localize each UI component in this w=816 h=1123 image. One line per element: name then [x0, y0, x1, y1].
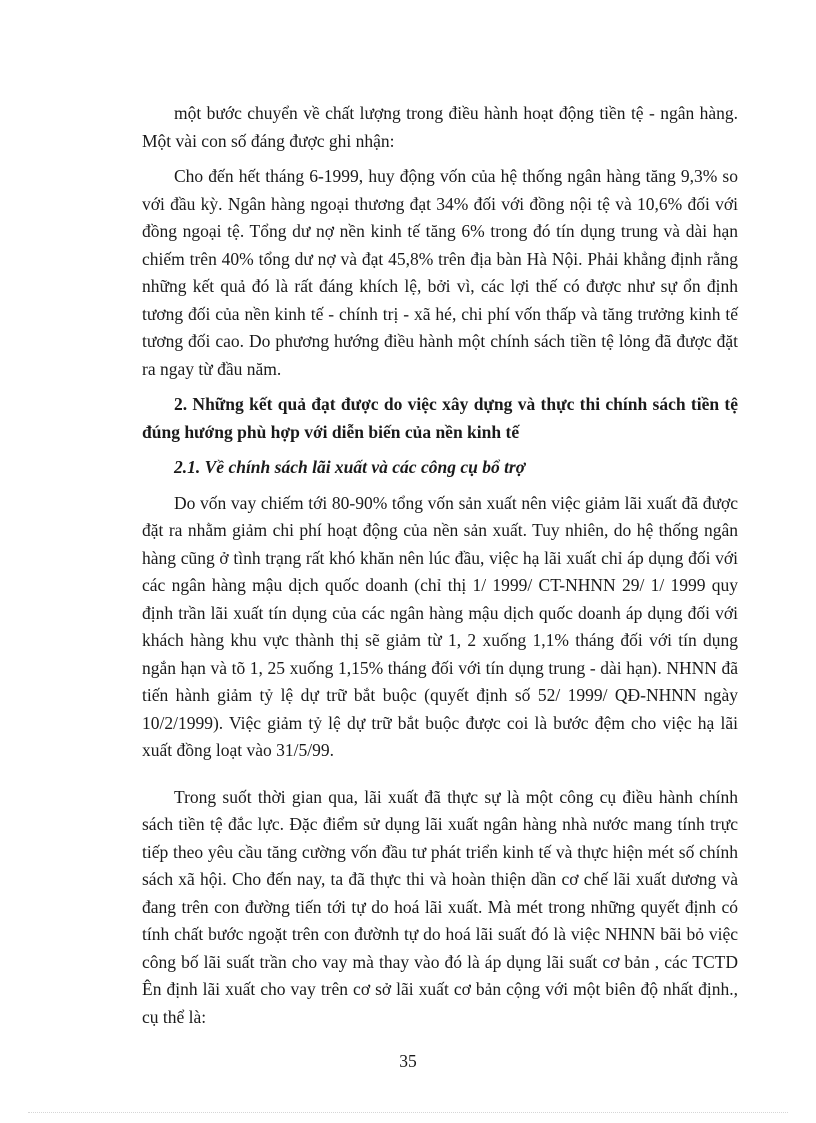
page-body	[142, 100, 738, 1031]
paragraph-interest-rate: Do vốn vay chiếm tới 80-90% tổng vốn sản xuất nên việc giảm lãi xuất đã được đặt ra nhằm giảm chi phí hoạt động của nền sản xuất. Tuy nhiên, do hệ thống ngân hàng cũng ở tình trạng rất khó khăn nên lúc đầu, việc hạ lãi xuất chỉ áp dụng đối với các ngân hàng mậu dịch quốc doanh (chỉ thị 1/ 1999/ CT-NHNN 29/ 1/ 1999 quy định trần lãi xuất tín dụng của các ngân hàng mậu dịch quốc doanh áp dụng đối với khách hàng khu vực thành thị sẽ giảm từ 1, 2 xuống 1,1% tháng đối với tín dụng ngắn hạn và tõ 1, 25 xuống 1,15% tháng đối với tín dụng trung - dài hạn). NHNN đã tiến hành giảm tỷ lệ dự trữ bắt buộc (quyết định số 52/ 1999/ QĐ-NHNN ngày 10/2/1999). Việc giảm tỷ lệ dự trữ bắt buộc được coi là bước đệm cho việc hạ lãi xuất đồng loạt vào 31/5/99.	[142, 492, 738, 760]
page-number: 35	[399, 1051, 417, 1071]
paragraph-policy-tool: Trong suốt thời gian qua, lãi xuất đã thực sự là một công cụ điều hành chính sách tiền tệ đắc lực. Đặc điểm sử dụng lãi xuất ngân hàng nhà nước mang tính trực tiếp theo yêu cầu tăng cường vốn đầu tư phát triển kinh tế và thực hiện mét số chính sách xã hội. Cho đến nay, ta đã thực thi và hoàn thiện dần cơ chế lãi xuất dương và đang trên con đường tiến tới tự do hoá lãi xuất. Mà mét trong những quyết định có tính chất bước ngoặt trên con đườnh tự do hoá lãi suất đó là việc NHNN bãi bỏ việc công bố lãi suất trần cho vay mà thay vào đó là áp dụng lãi suất cơ bản , các TCTD Ên định lãi xuất cho vay trên cơ sở lãi xuất cơ bản cộng với một biên độ nhất định., cụ thể là:	[142, 786, 738, 1027]
section-heading: 2. Những kết quả đạt được do việc xây dựng và thực thi chính sách tiền tệ đúng hướng phù hợp với diễn biến của nền kinh tế	[142, 394, 738, 442]
paragraph-statistics: Cho đến hết tháng 6-1999, huy động vốn của hệ thống ngân hàng tăng 9,3% so với đầu kỳ. Ngân hàng ngoại thương đạt 34% đối với đồng nội tệ và 10,6% đối với đồng ngoại tệ. Tổng dư nợ nền kinh tế tăng 6% trong đó tín dụng trung và dài hạn chiếm trên 40% tổng dư nợ và đạt 45,8% trên địa bàn Hà Nội. Phải khẳng định rằng những kết quả đó là rất đáng khích lệ, bởi vì, các lợi thế có được như sự ổn định tương đối của nền kinh tế - chính trị - xã hé, chi phí vốn thấp và tăng trưởng kinh tế tương đối cao. Do phương hướng điều hành một chính sách tiền tệ lỏng đã được đặt ra ngay từ đầu năm.	[142, 166, 738, 379]
paragraph-intro: một bước chuyển về chất lượng trong điều hành hoạt động tiền tệ - ngân hàng. Một vài con số đáng được ghi nhận:	[142, 103, 738, 151]
footer-divider	[28, 1112, 788, 1113]
subsection-heading: 2.1. Về chính sách lãi xuất và các công cụ bổ trợ	[174, 457, 526, 477]
